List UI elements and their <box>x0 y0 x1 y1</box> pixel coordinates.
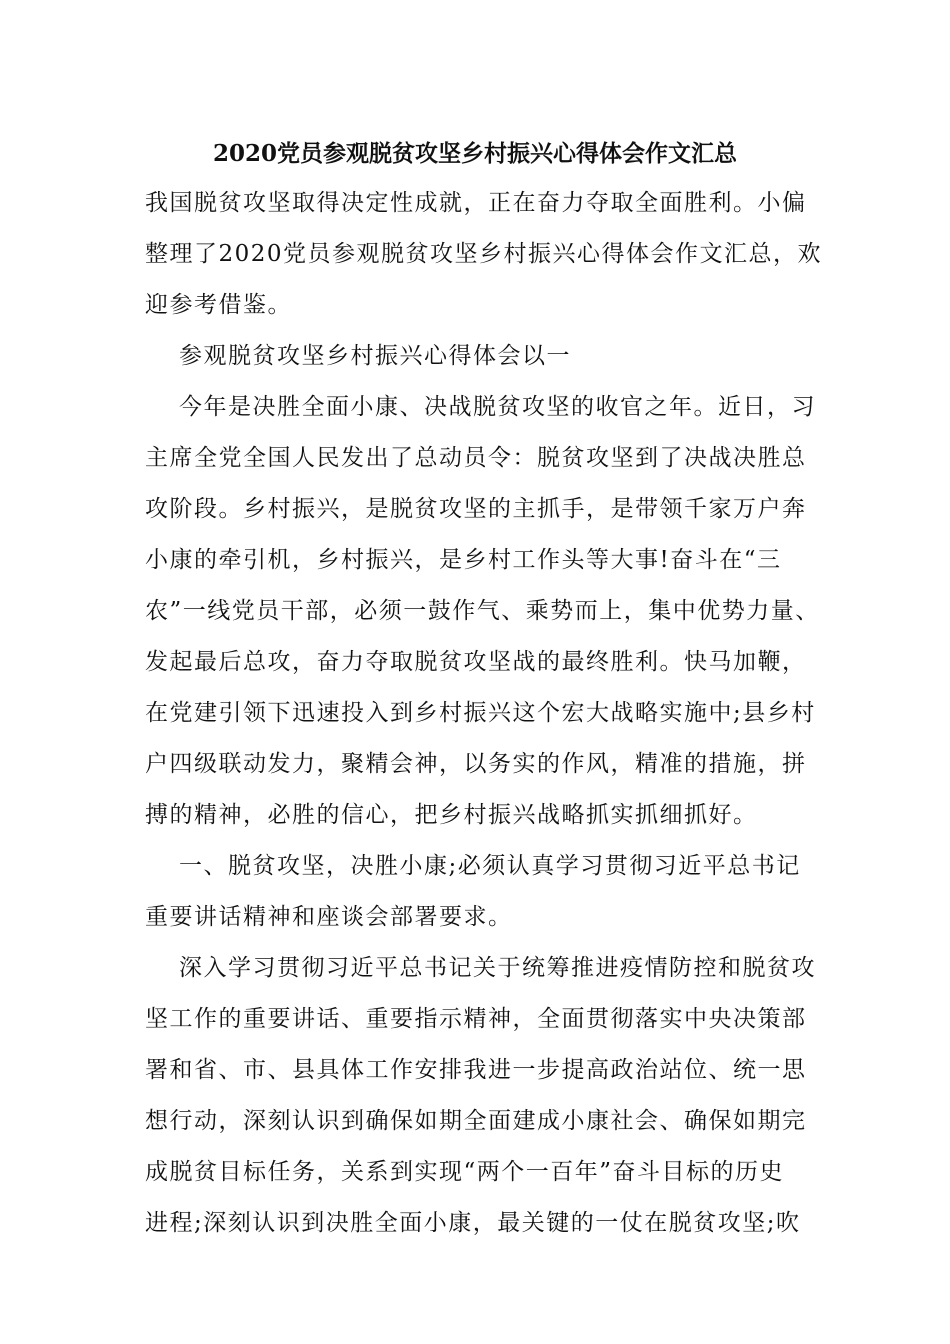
text-line: 攻阶段。乡村振兴，是脱贫攻坚的主抓手，是带领千家万户奔 <box>145 496 807 522</box>
document-title: 2020党员参观脱贫攻坚乡村振兴心得体会作文汇总 <box>212 140 737 167</box>
text-line: 想行动，深刻认识到确保如期全面建成小康社会、确保如期完 <box>145 1108 807 1134</box>
document-body <box>145 178 825 1249</box>
text-line: 重要讲话精神和座谈会部署要求。 <box>145 904 513 930</box>
text-line: 整理了2020党员参观脱贫攻坚乡村振兴心得体会作文汇总，欢 <box>145 241 823 267</box>
text-line: 迎参考借鉴。 <box>145 292 292 318</box>
text-line: 参观脱贫攻坚乡村振兴心得体会以一 <box>179 343 571 369</box>
text-line: 农”一线党员干部，必须一鼓作气、乘势而上，集中优势力量、 <box>145 598 820 624</box>
text-line: 主席全党全国人民发出了总动员令：脱贫攻坚到了决战决胜总 <box>145 445 807 471</box>
text-line: 深入学习贯彻习近平总书记关于统筹推进疫情防控和脱贫攻 <box>179 955 816 981</box>
text-line: 成脱贫目标任务，关系到实现“两个一百年”奋斗目标的历史 <box>145 1159 785 1185</box>
text-line: 户四级联动发力，聚精会神，以务实的作风，精准的措施，拼 <box>145 751 807 777</box>
text-line: 搏的精神，必胜的信心，把乡村振兴战略抓实抓细抓好。 <box>145 802 758 828</box>
text-line: 一、脱贫攻坚，决胜小康;必须认真学习贯彻习近平总书记 <box>179 853 801 879</box>
text-line: 小康的牵引机，乡村振兴，是乡村工作头等大事!奋斗在“三 <box>145 547 782 573</box>
text-line: 进程;深刻认识到决胜全面小康，最关键的一仗在脱贫攻坚;吹 <box>145 1210 801 1236</box>
text-line: 发起最后总攻，奋力夺取脱贫攻坚战的最终胜利。快马加鞭， <box>145 649 807 675</box>
text-line: 我国脱贫攻坚取得决定性成就，正在奋力夺取全面胜利。小偏 <box>145 190 807 216</box>
text-line: 坚工作的重要讲话、重要指示精神，全面贯彻落实中央决策部 <box>145 1006 807 1032</box>
text-line: 署和省、市、县具体工作安排我进一步提高政治站位、统一思 <box>145 1057 807 1083</box>
text-line: 今年是决胜全面小康、决战脱贫攻坚的收官之年。近日，习 <box>179 394 816 420</box>
text-line: 在党建引领下迅速投入到乡村振兴这个宏大战略实施中;县乡村 <box>145 700 816 726</box>
